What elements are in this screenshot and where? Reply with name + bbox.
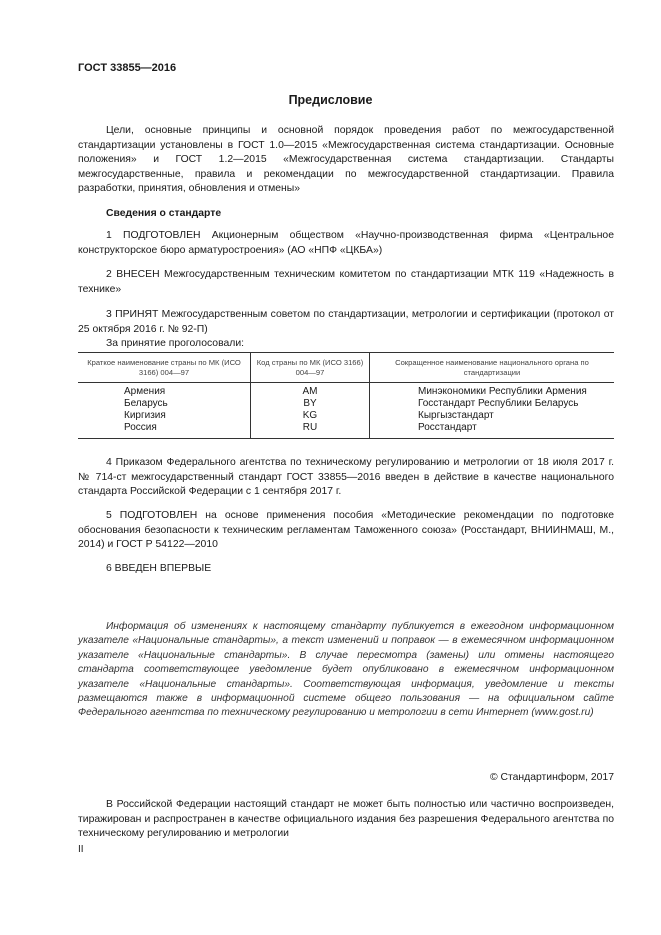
item-3: 3 ПРИНЯТ Межгосударственным советом по стандартизации, метрологии и сертификации (протокол от 25 октября 2016 г. № 92-П): [78, 309, 614, 335]
item-4: 4 Приказом Федерального агентства по техническому регулированию и метрологии от 18 июля 2017 г. № 714-ст межгосударственный стандарт ГОСТ 33855—2016 введен в действие в качестве национального стандарта Российской Федерации с 1 сентября 2017 г.: [78, 457, 614, 498]
body-cell: Минэкономики Республики Армения: [370, 383, 615, 399]
item-6: 6 ВВЕДЕН ВПЕРВЫЕ: [106, 563, 212, 574]
code-cell: RU: [251, 422, 370, 439]
table-row: [78, 410, 614, 422]
code-cell: AM: [251, 383, 370, 399]
table-header-code: Код страны по МК (ИСО 3166) 004—97: [251, 353, 370, 383]
voted-label: За принятие проголосовали:: [106, 338, 245, 349]
table-row: [78, 383, 614, 399]
body-cell: Кыргызстандарт: [370, 410, 615, 422]
page-number: II: [78, 844, 84, 855]
legal-notice: В Российской Федерации настоящий стандарт не может быть полностью или частично воспроизведен, тиражирован и распространен в качестве официального издания без разрешения Федерального агентства по техническому регулированию и метрологии: [78, 799, 614, 840]
voting-table: [78, 352, 614, 439]
country-cell: Армения: [124, 386, 166, 397]
country-cell: Беларусь: [124, 398, 168, 409]
info-note: Информация об изменениях к настоящему стандарту публикуется в ежегодном информационном указателе «Национальные стандарты», а текст изменений и поправок — в ежемесячном информационном указателе «Национальные стандарты». В случае пересмотра (замены) или отмены настоящего стандарта соответствующее уведомление будет опубликовано в ежемесячном информационном указателе «Национальные стандарты». Соответствующая информация, уведомление и тексты размещаются также в информационной системе общего пользования — на официальном сайте Федерального агентства по техническому регулированию и метрологии в сети Интернет (www.gost.ru): [78, 621, 614, 719]
item-1: 1 ПОДГОТОВЛЕН Акционерным обществом «Научно-производственная фирма «Центральное конструкторское бюро арматуростроения» (АО «НПФ «ЦКБА»): [78, 230, 614, 256]
page-title: Предисловие: [288, 93, 373, 107]
code-cell: KG: [251, 410, 370, 422]
item-2: 2 ВНЕСЕН Межгосударственным техническим комитетом по стандартизации МТК 119 «Надежность в технике»: [78, 269, 614, 295]
table-header-country: Краткое наименование страны по МК (ИСО 3166) 004—97: [78, 353, 251, 383]
code-cell: BY: [251, 398, 370, 410]
body-cell: Росстандарт: [370, 422, 615, 439]
item-5: 5 ПОДГОТОВЛЕН на основе применения пособия «Методические рекомендации по подготовке обоснования безопасности к техническим регламентам Таможенного союза» (Росстандарт, ВНИИНМАШ, М., 2014) и ГОСТ Р 54122—2010: [78, 510, 614, 551]
country-cell: Киргизия: [124, 410, 166, 421]
intro-paragraph: Цели, основные принципы и основной порядок проведения работ по межгосударственной стандартизации установлены в ГОСТ 1.0—2015 «Межгосударственная система стандартизации. Основные положения» и ГОСТ 1.2—2015 «Межгосударственная система стандартизации. Стандарты межгосударственные, правила и рекомендации по межгосударственной стандартизации. Правила разработки, принятия, обновления и отмены»: [78, 125, 614, 195]
table-row: [78, 398, 614, 410]
body-cell: Госстандарт Республики Беларусь: [370, 398, 615, 410]
copyright: © Стандартинформ, 2017: [489, 772, 614, 783]
table-row: [78, 422, 614, 439]
standard-code: ГОСТ 33855—2016: [78, 62, 177, 74]
country-cell: Россия: [78, 422, 251, 439]
table-header-body: Сокращенное наименование национального органа по стандартизации: [370, 353, 615, 383]
section-heading: Сведения о стандарте: [106, 208, 222, 219]
